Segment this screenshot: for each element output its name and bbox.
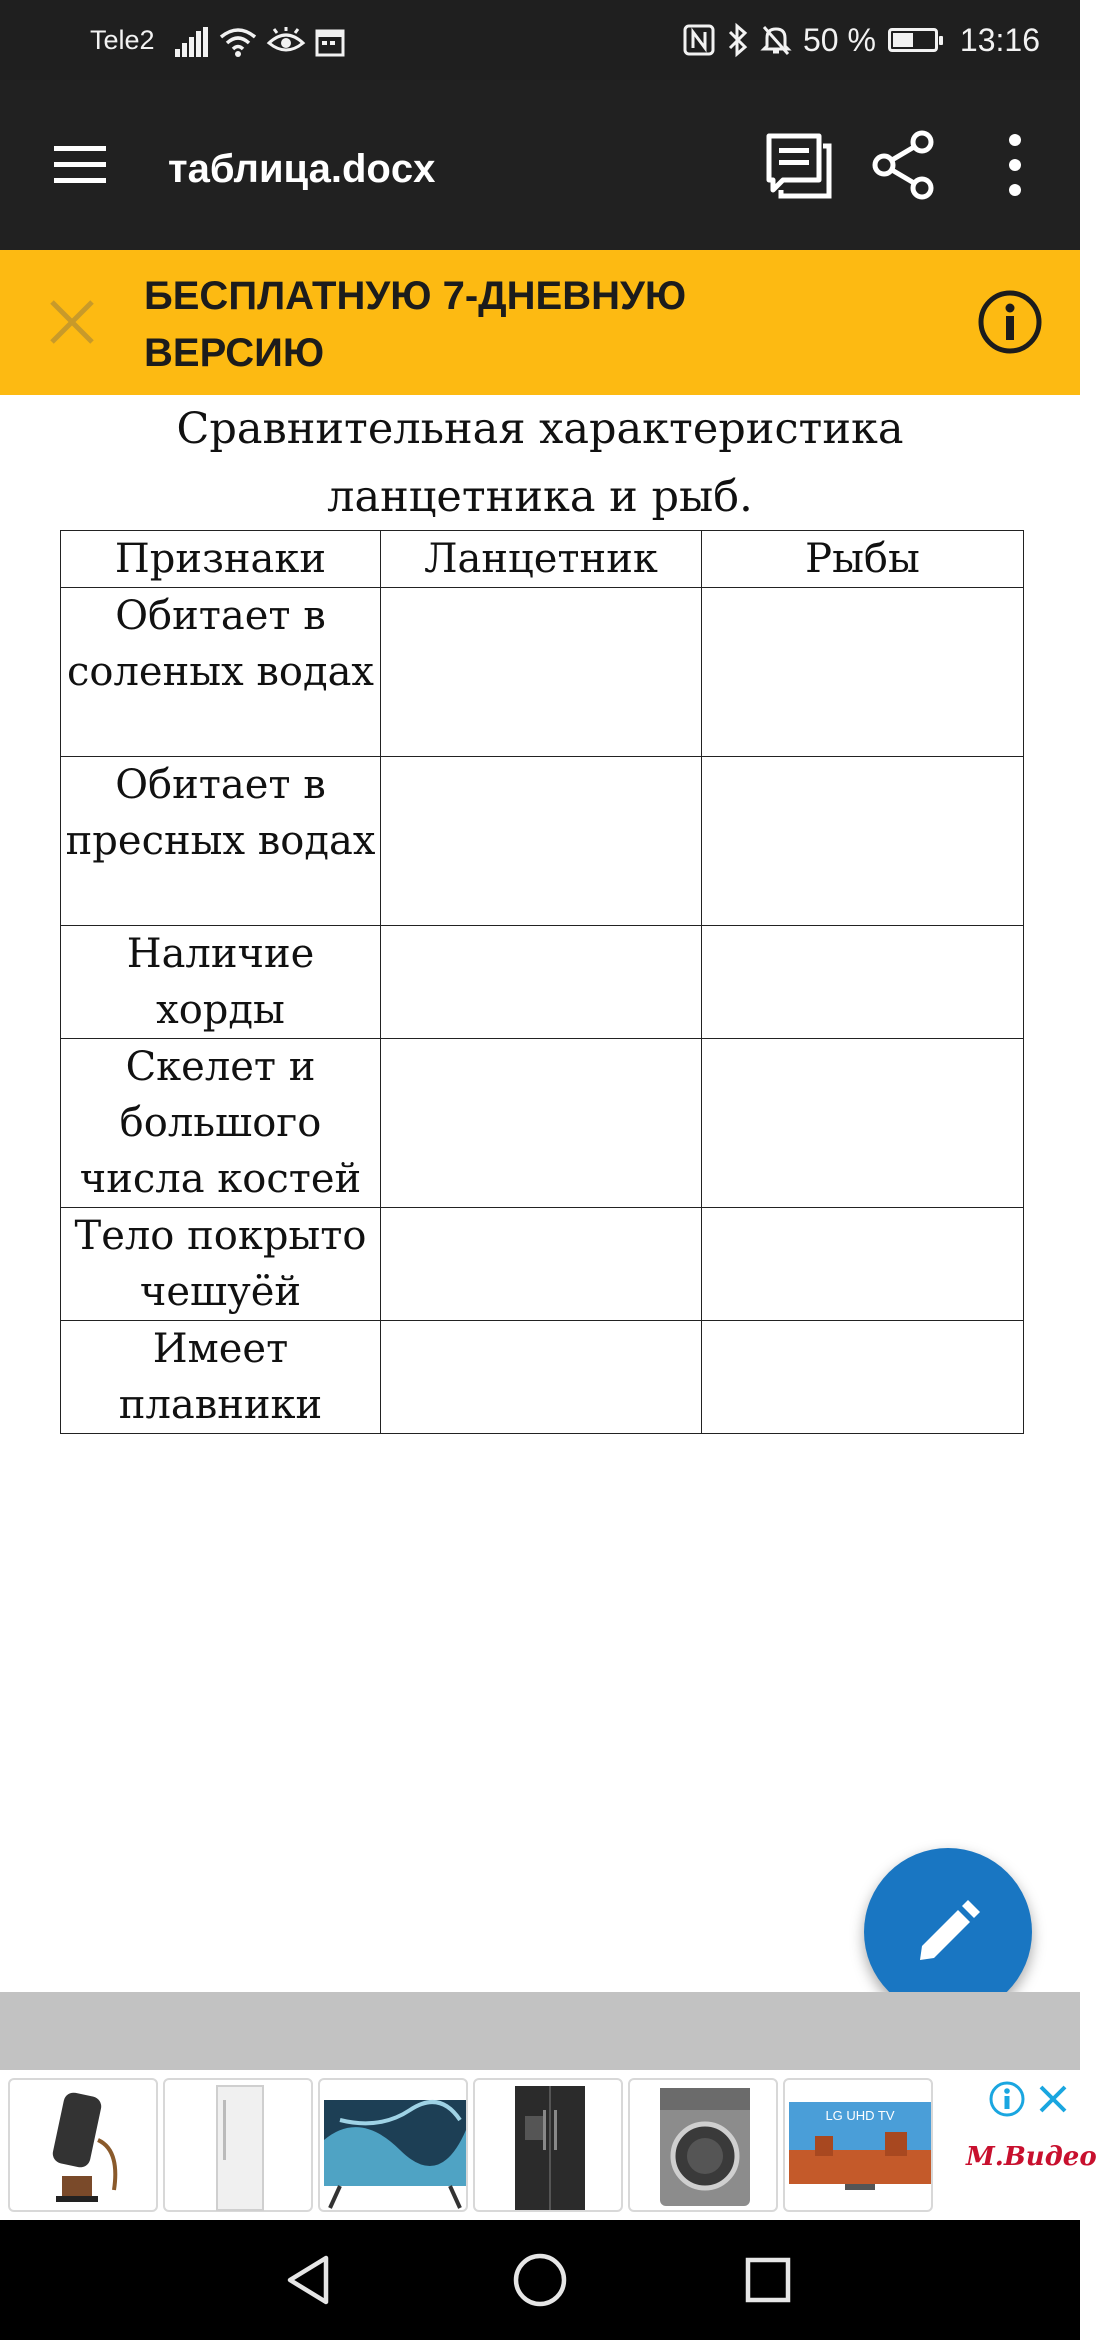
battery-percent: 50 % <box>802 21 876 58</box>
document-title: таблица.docx <box>168 147 436 191</box>
trial-banner[interactable] <box>0 250 1080 395</box>
table-row <box>61 1039 1024 1208</box>
comparison-table <box>60 530 1024 1434</box>
notes-icon[interactable] <box>763 130 833 200</box>
ad-washer[interactable] <box>628 2078 778 2212</box>
ad-lg-tv-label: LG UHD TV <box>825 2108 895 2123</box>
table-cell <box>381 1039 702 1208</box>
app-bar <box>0 80 1080 250</box>
table-row <box>61 1321 1024 1434</box>
table-cell <box>381 1321 702 1434</box>
wifi-icon <box>219 27 257 57</box>
ad-divider <box>0 1992 1080 2070</box>
table-cell <box>381 588 702 757</box>
ad-lg-tv[interactable] <box>783 2078 933 2212</box>
status-bar <box>0 0 1080 80</box>
table-header-cell: Признаки <box>61 531 381 588</box>
table-cell <box>381 757 702 926</box>
ad-tv[interactable] <box>318 2078 468 2212</box>
document-view[interactable] <box>0 395 1080 1990</box>
pencil-icon <box>914 1898 982 1966</box>
table-cell: Наличие хорды <box>61 926 381 1039</box>
mute-icon <box>761 24 791 56</box>
table-cell: Обитает в соленых водах <box>61 588 381 757</box>
table-cell <box>702 1321 1024 1434</box>
table-row <box>61 588 1024 757</box>
table-row <box>61 1208 1024 1321</box>
table-cell <box>702 1039 1024 1208</box>
back-icon[interactable] <box>280 2250 340 2310</box>
home-icon[interactable] <box>510 2250 570 2310</box>
calendar-icon <box>315 27 345 57</box>
ad-side-by-side-fridge[interactable] <box>473 2078 623 2212</box>
ad-steamer[interactable] <box>8 2078 158 2212</box>
signal-icon <box>175 27 209 57</box>
battery-icon <box>888 28 938 52</box>
table-cell: Обитает в пресных водах <box>61 757 381 926</box>
eye-icon <box>267 27 305 57</box>
nfc-icon <box>683 24 715 56</box>
doc-heading <box>0 395 1080 531</box>
edit-fab[interactable] <box>864 1848 1032 2016</box>
table-cell: Скелет и большого числа костей <box>61 1039 381 1208</box>
table-cell: Имеет плавники <box>61 1321 381 1434</box>
carrier-name: Tele2 <box>90 25 155 55</box>
doc-heading-line-2: ланцетника и рыб. <box>327 472 753 522</box>
table-cell: Тело покрыто чешуёй <box>61 1208 381 1321</box>
table-cell <box>381 926 702 1039</box>
table-row <box>61 757 1024 926</box>
table-row <box>61 926 1024 1039</box>
table-header-cell: Рыбы <box>702 531 1024 588</box>
table-cell <box>381 1208 702 1321</box>
table-cell <box>702 588 1024 757</box>
ad-close-icon[interactable] <box>1036 2082 1070 2116</box>
bluetooth-icon <box>727 23 749 57</box>
recents-icon[interactable] <box>738 2250 798 2310</box>
table-header-cell: Ланцетник <box>381 531 702 588</box>
ad-fridge[interactable] <box>163 2078 313 2212</box>
ad-brand-logo: М.Видео <box>966 2142 1097 2172</box>
more-vert-icon[interactable] <box>980 130 1050 200</box>
banner-text: БЕСПЛАТНУЮ 7-ДНЕВНУЮ ВЕРСИЮ <box>144 274 687 375</box>
table-cell <box>702 1208 1024 1321</box>
share-icon[interactable] <box>870 130 940 200</box>
close-icon[interactable] <box>40 290 104 354</box>
table-header-row <box>61 531 1024 588</box>
navigation-bar <box>0 2220 1080 2340</box>
clock: 13:16 <box>959 21 1040 58</box>
ad-banner[interactable] <box>0 2070 1097 2220</box>
menu-icon[interactable] <box>50 135 110 195</box>
ad-info-icon[interactable] <box>988 2080 1026 2118</box>
doc-heading-line-1: Сравнительная характеристика <box>176 404 904 454</box>
table-cell <box>702 757 1024 926</box>
info-icon[interactable] <box>976 288 1044 356</box>
table-cell <box>702 926 1024 1039</box>
